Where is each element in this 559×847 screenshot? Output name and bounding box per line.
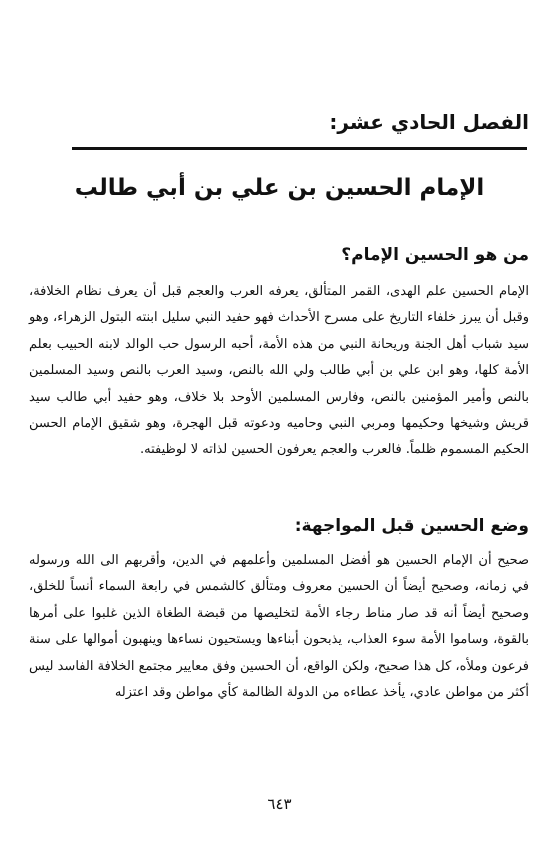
paragraph-who-is-hussein: الإمام الحسين علم الهدى، القمر المتألق، يعرفه العرب والعجم قبل أن يعرف نظام الخلافة، وقبل أن يبرز خلفاء التاريخ على مسرح الأحداث فهو حفيد النبي سليل ابنته البتول الزهراء، وهو سيد شباب أهل الجنة وريحانة النبي من هذه الأمة، أحبه الرسول حب الوالد لابنه الحبيب بعلم الأمة كلها، وهو ابن علي بن أبي طالب ولي الله بالنص، وسيد العرب بالنص وسيد المسلمين بالنص وأمير المؤمنين بالنص، وفارس المسلمين الأوحد بلا خلاف، وهو حفيد أبي طالب سيد قريش وشيخها وحكيمها ومربي النبي وحاميه ودعوته قبل الهجرة، وهو شقيق الإمام الحسن الحكيم المسموم ظلماً. فالعرب والعجم يعرفون الحسين لذاته لا لوظيفته. — [29, 284, 529, 458]
page-number: ٦٤٣ — [267, 795, 292, 813]
chapter-divider — [72, 147, 527, 150]
chapter-title: الفصل الحادي عشر: — [329, 110, 529, 134]
section-heading-before-confrontation: وضع الحسين قبل المواجهة: — [294, 516, 529, 536]
section-heading-who-is-hussein: من هو الحسين الإمام؟ — [341, 245, 529, 265]
paragraph-before-confrontation: صحيح أن الإمام الحسين هو أفضل المسلمين وأعلمهم في الدين، وأقربهم الى الله ورسوله في زمانه، وصحيح أيضاً أن الحسين معروف ومتألق كالشمس في رابعة السماء أنساً للخلق، وصحيح أيضاً أنه قد صار مناط رجاء الأمة لتخليصها من قبضة الطغاة الذين غلبوا على أمرها بالقوة، وساموا الأمة سوء العذاب، يذبحون أبناءها ويستحيون نساءها وينهبون أموالها على سنة فرعون وملأه، كل هذا صحيح، ولكن الواقع، أن الحسين وفق معايير مجتمع الخلافة الفاسد ليس أكثر من مواطن عادي، يأخذ عطاءه من الدولة الظالمة كأي مواطن وقد اعتزله — [29, 553, 529, 701]
main-title: الإمام الحسين بن علي بن أبي طالب — [74, 175, 485, 201]
